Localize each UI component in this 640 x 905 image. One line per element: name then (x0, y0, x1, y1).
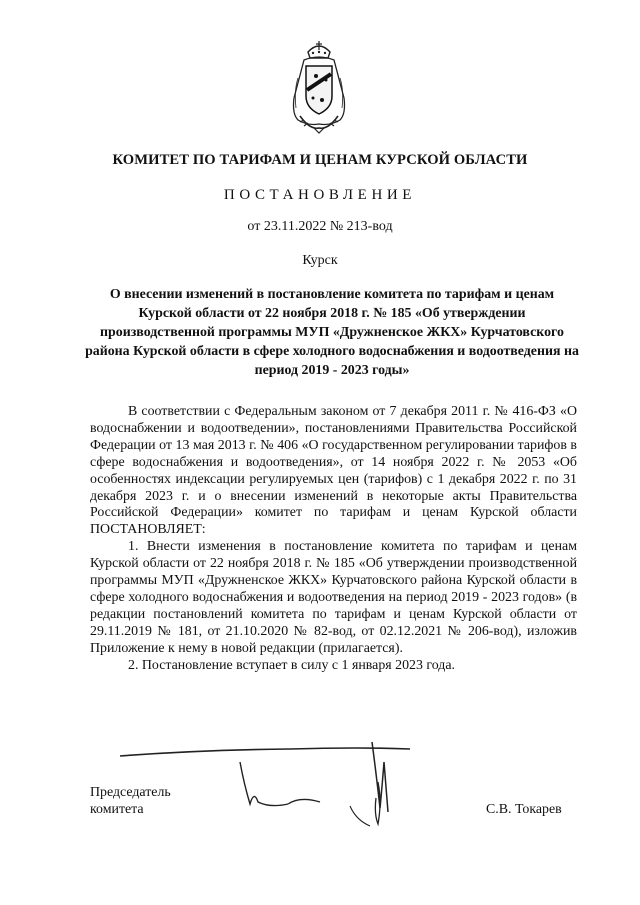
document-type: ПОСТАНОВЛЕНИЕ (223, 187, 417, 203)
item-1-paragraph: 1. Внести изменения в постановление комитета по тарифам и ценам Курской области от 22 ноября 2018 г. № 185 «Об утверждении производственной программы МУП «Дружненское ЖКХ» Курчатовского района Курской области в сфере холодного водоснабжения и водоотведения на период 2019 - 2023 годов» (в редакции постановлений комитета по тарифам и ценам Курской области от 29.11.2019 № 181, от 21.10.2020 № 82-вод, от 02.12.2021 № 206-вод), изложив Приложение к нему в новой редакции (прилагается). (90, 539, 577, 656)
preamble-paragraph: В соответствии с Федеральным законом от 7 декабря 2011 г. № 416-ФЗ «О водоснабжении и водоотведении», постановлениями Правительства Российской Федерации от 13 мая 2013 г. № 406 «О государственном регулировании тарифов в сфере водоснабжения и водоотведения», от 14 ноября 2022 г. № 2053 «Об особенностях индексации регулируемых цен (тарифов) с 1 декабря 2022 г. по 31 декабря 2023 г. и о внесении изменений в некоторые акты Правительства Российской Федерации» комитет по тарифам и ценам Курской области ПОСТАНОВЛЯЕТ: (90, 404, 577, 538)
item-2-paragraph: 2. Постановление вступает в силу с 1 января 2023 года. (128, 657, 455, 673)
signatory-name: С.В. Токарев (486, 802, 562, 817)
document-subject: О внесении изменений в постановление комитета по тарифам и ценам Курской области от 22 ноября 2018 г. № 185 «Об утверждении производственной программы МУП «Дружненское ЖКХ» Курчатовского района Курской области в сфере холодного водоснабжения и водоотведения на период 2019 - 2023 годы» (85, 287, 579, 378)
coat-of-arms-icon (286, 38, 352, 134)
handwritten-signature-icon (120, 732, 440, 832)
document-city: Курск (302, 253, 338, 268)
document-number: от 23.11.2022 № 213-вод (247, 219, 393, 234)
signatory-title-line1: Председатель (90, 785, 171, 800)
committee-title: КОМИТЕТ ПО ТАРИФАМ И ЦЕНАМ КУРСКОЙ ОБЛАСТИ (112, 152, 528, 168)
document-body (90, 404, 577, 675)
signatory-title-line2: комитета (90, 802, 144, 817)
